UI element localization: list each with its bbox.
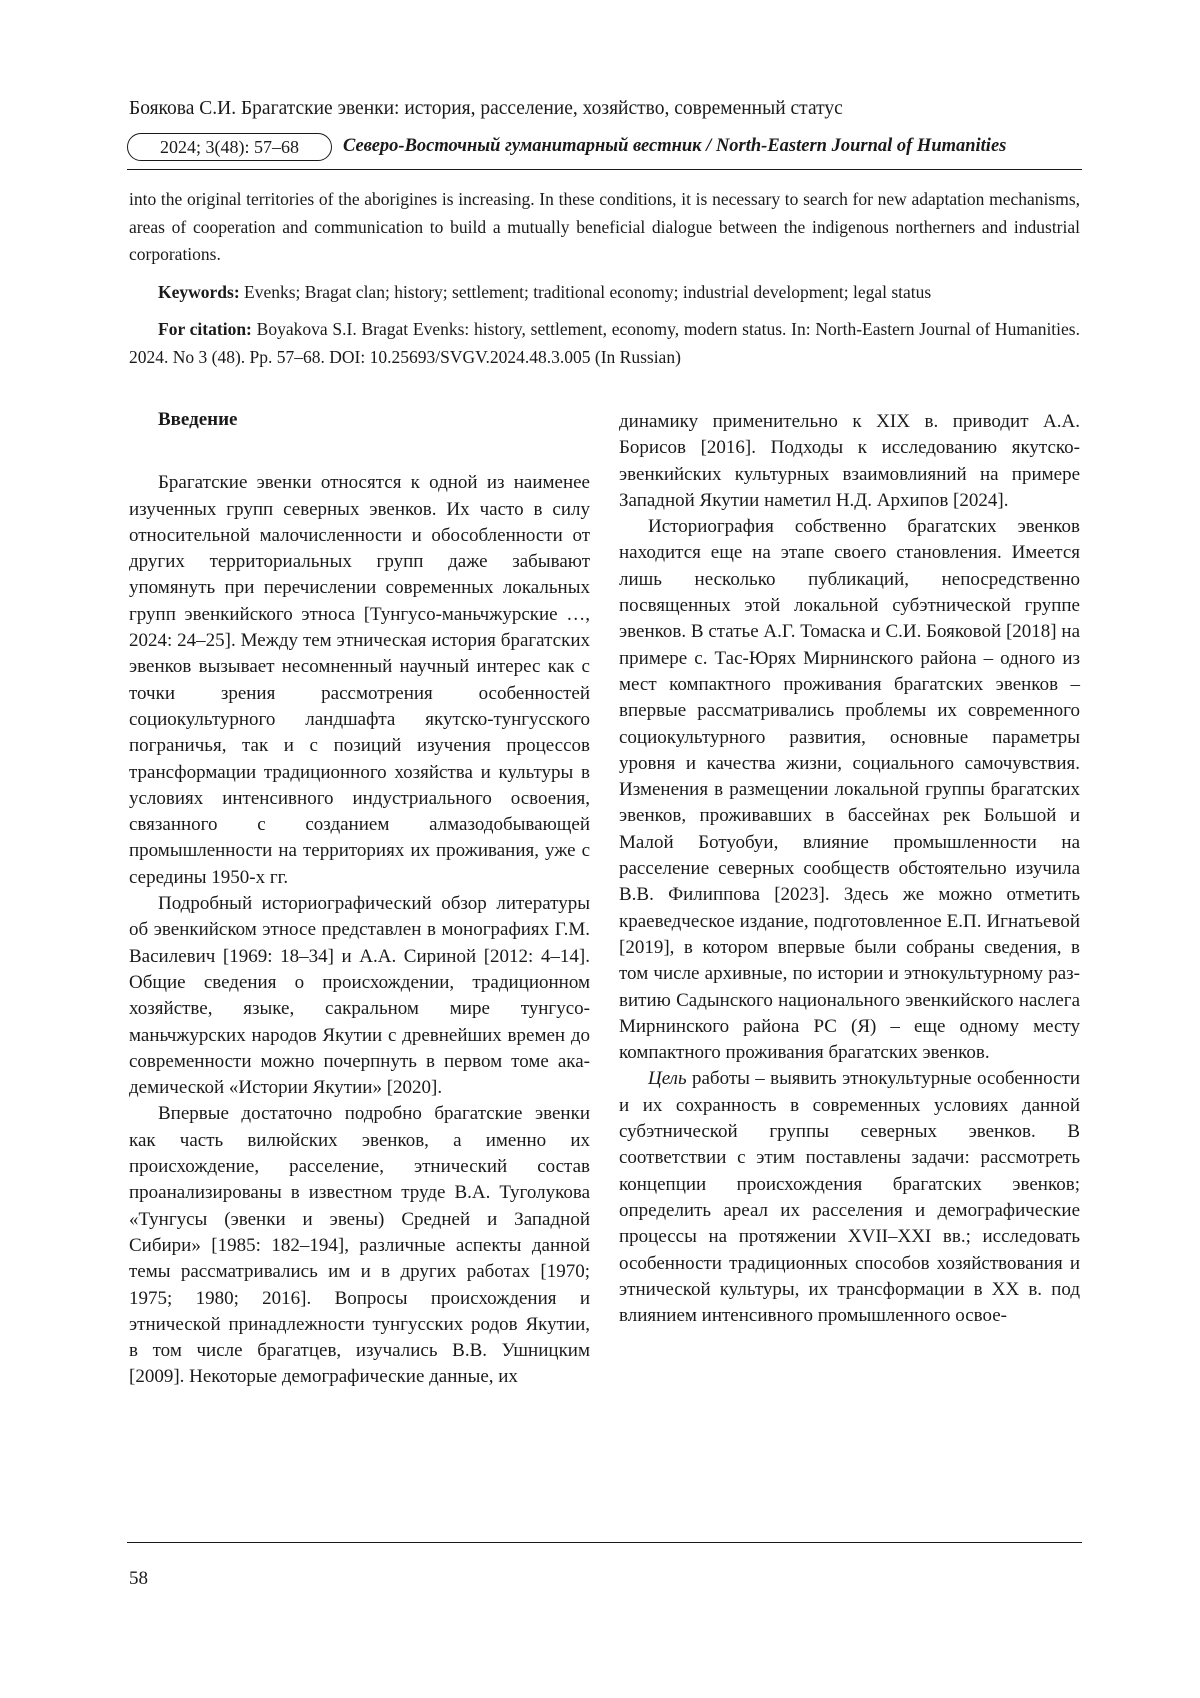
paragraph: Брагатские эвенки относятся к одной из наименее изученных групп северных эвенков. Их часто в силу относительной малочисленности и обособленности от других территориальных групп даже забывают упомянуть при перечислении современных локальных групп эвенкийского этноса [Тунгусо-маньчжурские …, 2024: 24–25]. Между тем этническая история брагатских эвенков вызывает несомненный научный интерес как с точки зрения рассмотрения особенностей социокультурного ландшафта якутско-тунгусского пограничья, так и с позиций изучения процессов трансформации традиционного хозяйства и культуры в условиях интенсивного индустриального освоения, связанного с созданием алмазодобывающей промышленности на территориях их проживания, уже с середины 1950-х гг.: [129, 472, 590, 888]
citation-text: Boyakova S.I. Bragat Evenks: history, settlement, economy, modern status. In: North-Eastern Journal of Humanities. 2024. No 3 (48). Pp. 57–68. DOI: 10.25693/SVGV.2024.48.3.005 (In Russian): [129, 319, 1080, 367]
running-title: Боякова С.И. Брагатские эвенки: история, расселение, хозяйство, современный статус: [129, 98, 843, 119]
goal-word: Цель: [648, 1068, 687, 1090]
right-column: [619, 409, 1080, 1329]
citation-line: [129, 316, 1080, 371]
issue-badge: 2024; 3(48): 57–68: [127, 133, 332, 161]
keywords-label: Keywords:: [158, 281, 240, 302]
journal-name: Северо-Восточный гуманитарный вестник / North-Eastern Journal of Humanities: [343, 136, 1007, 156]
paragraph: Подробный историографический обзор литературы об эвенкийском этносе представлен в монографиях Г.М. Василевич [1969: 18–34] и А.А. Сириной [2012: 4–14]. Общие сведения о происхождении, традиционном хозяйстве, языке, сакральном мире тунгусо-маньчжурских народов Якутии с древнейших времен до современности можно почерпнуть в первом томе академической «Истории Якутии» [2020].: [129, 893, 590, 1099]
abstract-block: [129, 186, 1080, 371]
paragraph-continuation: динамику применительно к XIX в. приводит А.А. Борисов [2016]. Подходы к исследованию якутско-эвенкийских культурных взаимовлияний на примере Западной Якутии наметил Н.Д. Архипов [2024].: [619, 411, 1080, 511]
keywords-text: Evenks; Bragat clan; history; settlement; traditional economy; industrial development; legal status: [244, 281, 932, 302]
paragraph: Впервые достаточно подробно брагатские эвенки как часть вилюйских эвенков, а именно их происхождение, расселение, этнический состав проанализированы в известном труде В.А. Туголукова «Тунгусы (эвенки и эвены) Средней и Западной Сибири» [1985: 182–194], различные аспекты данной темы рассматривались им и в других работах [1970; 1975; 1980; 2016]. Вопросы происхождения и этнической принадлежности тунгусских родов Якутии, в том числе брагатцев, изучались В.В. Ушницким [2009]. Некоторые демографические данные, их: [129, 1103, 590, 1388]
citation-label: For citation:: [158, 319, 252, 339]
section-heading: Введение: [158, 409, 238, 430]
keywords-line: [129, 279, 1080, 307]
left-column: [129, 407, 590, 1391]
header-divider: [127, 169, 1082, 170]
abstract-tail: into the original territories of the aborigines is increasing. In these conditions, it is necessary to search for new adaptation mechanisms, areas of cooperation and communication to build a mutually beneficial dialogue between the indigenous northerners and industrial corporations.: [129, 189, 1080, 264]
footer-divider: [127, 1542, 1082, 1543]
issue-row: [127, 133, 1082, 163]
paragraph-goal: [619, 1066, 1080, 1329]
paragraph: Историография собственно брагатских эвенков находится еще на этапе своего становления. Имеется лишь несколько публикаций, непосредственно посвященных этой локальной субэтнической группе эвенков. В статье А.Г. Томаска и С.И. Бояковой [2018] на примере с. Тас-Юрях Мирнинского района – одного из мест компактного проживания брагатских эвенков – впервые рассматривались проблемы их современного социокультурного развития, основные параметры уровня и качества жизни, социального самочувствия. Изменения в размещении локальной группы брагатских эвенков, проживавших в бассейнах рек Большой и Малой Ботуобуи, влияние промышленности на расселение северных сообществ обстоятельно изучила В.В. Филиппова [2023]. Здесь же можно отметить краеведческое издание, подготовленное Е.П. Игнатьевой [2019], в котором впервые были собраны сведения, в том числе архивные, по истории и этнокультурному развитию Садынского национального эвенкийского наслега Мирнинского района РС (Я) – еще одному месту компактного проживания брагатских эвенков.: [619, 516, 1080, 1064]
goal-text: работы – выявить этнокультурные особенности и их сохранность в современных условиях данной субэтнической группы северных эвенков. В соответствии с этим поставлены задачи: рассмотреть концепции происхождения брагатских эвенков; определить ареал их расселения и демографические процессы на протяжении XVII–XXI вв.; исследовать особенности традиционных способов хозяйствования и этнической культуры, их трансформации в XX в. под влиянием интенсивного промышленного освое-: [619, 1068, 1080, 1327]
page-number: 58: [129, 1568, 148, 1589]
